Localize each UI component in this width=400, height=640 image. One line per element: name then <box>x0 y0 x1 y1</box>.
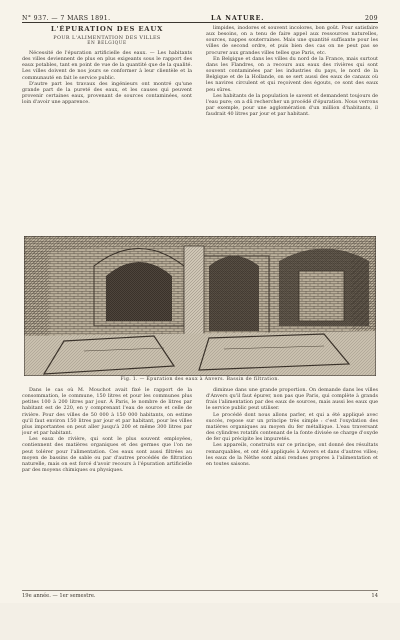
engraving-illustration <box>24 236 376 376</box>
paragraph: diminue dans une grande proportion. On demande dans les villes d'Anvers qu'il faut épurer, non pas que Paris, qui complète à grands frais l'alimentation par des eaux de sources, mais aussi les eaux que le service public peut utiliser. <box>206 387 378 412</box>
paragraph: Nécessité de l'épuration artificielle des eaux. — Les habitants des villes deviennent de plus en plus exigeants sous le rapport des eaux potables, tant en point de vue de la quantité que de la qualité. Les villes doivent de nos jours se conformer à leur clientèle et la communauté en fait le service public. <box>22 50 192 81</box>
footer-signature: 14 <box>371 593 378 599</box>
column-right-bottom <box>206 387 378 583</box>
page-margin <box>0 603 400 640</box>
column-left-bottom <box>22 387 192 583</box>
article-subtitle-secondary: EN BELGIQUE <box>87 41 127 46</box>
article-title: L'ÉPURATION DES EAUX <box>50 25 164 33</box>
column-left-top <box>22 25 192 233</box>
page-header <box>22 8 378 23</box>
issue-info: N° 937. — 7 MARS 1891. <box>22 15 111 22</box>
article-subtitle: POUR L'ALIMENTATION DES VILLES <box>53 35 161 41</box>
paragraph: Les eaux de rivière, qui sont le plus souvent employées, contiennent des matières organiques et des germes que l'on ne peut tolérer pour l'alimentation. Ces eaux sont aussi filtrées au moyen de bassins de sable ou par d'autres procédés de filtration naturelle, mais on est forcé d'avoir recours à l'épuration artificielle par des moyens chimiques ou physiques. <box>22 436 192 474</box>
paragraph: Les appareils, construits sur ce principe, ont donné des résultats remarquables, et ont été appliqués à Anvers et dans d'autres villes; les eaux de la Nèthe sont ainsi rendues propres à l'alimentation et en toutes saisons. <box>206 442 378 467</box>
footer-volume: 19e année. — 1er semestre. <box>22 593 96 599</box>
paragraph: Les habitants de la population le savent et demandent toujours de l'eau pure; on a dû rechercher un procédé d'épuration. Nous verrons par exemple, pour une agglomération d'un million d'habitants, il faudrait 40 litres par jour et par habitant. <box>206 92 378 118</box>
figure-caption: Fig. 1. — Épuration des eaux à Anvers. Bassin de filtration. <box>120 377 280 382</box>
paragraph: limpides, inodores et souvent incolores, bon goût. Pour satisfaire aux besoins, on a tenu de faire appel aux ressources naturelles, sources, nappes souterraines. Mais une quantité suffisante pour les villes de second ordre, et puis bien des cas on ne peut pas se procurer aux grandes villes telles que Paris, etc. <box>206 25 378 56</box>
paragraph: Dans le cas où M. Mouchot avait fixé le rapport de la consommation, le commune, 150 litres et pour les communes plus petites 100 à 200 litres par jour. À Paris, le nombre de litres par habitant est de 220, en y comprenant l'eau de source et celle de rivière. Pour des villes de 50 000 à 150 000 habitants, on estime qu'il faut environ 150 litres par jour et par habitant, pour les villes plus importantes on peut aller jusqu'à 200 et même 300 litres par jour et par habitant. <box>22 387 192 437</box>
page-number: 209 <box>364 15 378 22</box>
paragraph: D'autre part les travaux des ingénieurs ont montré qu'une grande part de la pureté des eaux, et les causes qui peuvent provenir certaines eaux, provenant de sources contaminées, sont loin d'avoir une apparence. <box>22 80 192 106</box>
journal-title: LA NATURE. <box>211 15 265 22</box>
column-right-top <box>206 25 378 233</box>
paragraph: Le procédé dont nous allons parler, et qui a été appliqué avec succès, repose sur un principe très simple : c'est l'oxydation des matières organiques au moyen du fer métallique. L'eau traversant des cylindres rotatifs contenant de la fonte divisée se charge d'oxyde de fer qui précipite les impuretés. <box>206 411 378 443</box>
cistern-engraving <box>24 236 376 376</box>
page-footer <box>22 590 378 601</box>
paragraph: En Belgique et dans les villes du nord de la France, mais surtout dans les Flandres, on a recours aux eaux des rivières qui sont souvent contaminées par les industries du pays, le nord de la Belgique et de la Hollande, on se sert aussi des eaux de canaux où les navires circulent et qui reçoivent des égouts, ce sont des eaux peu sûres. <box>206 55 378 93</box>
